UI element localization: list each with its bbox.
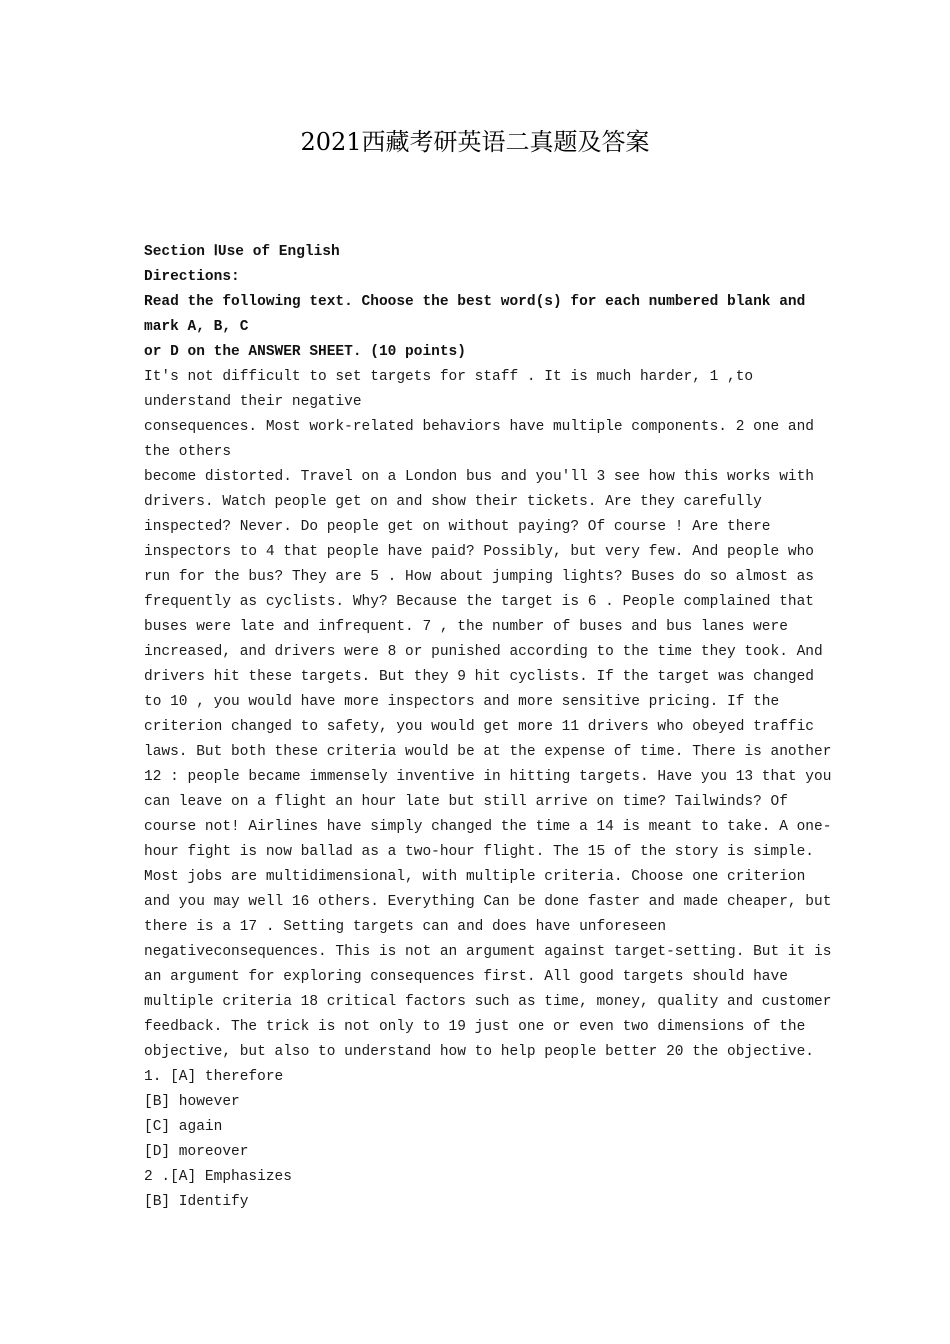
option-line: 1. [A] therefore xyxy=(144,1069,284,1085)
answer-options xyxy=(144,1065,809,1215)
option-line: [B] however xyxy=(144,1094,240,1110)
passage-line: It's not difficult to set targets for staff . It is much harder, 1 ,to xyxy=(144,369,754,385)
passage-line: inspectors to 4 that people have paid? Possibly, but very few. And people who xyxy=(144,544,815,560)
passage-line: inspected? Never. Do people get on without paying? Of course ! Are there xyxy=(144,519,771,535)
passage-line: to 10 , you would have more inspectors and more sensitive pricing. If the xyxy=(144,694,780,710)
section-heading xyxy=(144,240,809,365)
option-line: 2 .[A] Emphasizes xyxy=(144,1169,292,1185)
passage-line: there is a 17 . Setting targets can and does have unforeseen xyxy=(144,919,667,935)
document-content xyxy=(144,240,832,1215)
section-heading-line: Read the following text. Choose the best word(s) for each numbered blank and xyxy=(144,294,806,310)
passage-line: laws. But both these criteria would be at the expense of time. There is another xyxy=(144,744,832,760)
passage-line: Most jobs are multidimensional, with multiple criteria. Choose one criterion xyxy=(144,869,806,885)
section-heading-line: Directions: xyxy=(144,269,240,285)
passage-line: objective, but also to understand how to help people better 20 the objective. xyxy=(144,1044,815,1060)
passage-line: increased, and drivers were 8 or punished according to the time they took. And xyxy=(144,644,823,660)
passage-line: the others xyxy=(144,444,232,460)
passage-line: hour fight is now ballad as a two-hour flight. The 15 of the story is simple. xyxy=(144,844,815,860)
passage-line: multiple criteria 18 critical factors such as time, money, quality and customer xyxy=(144,994,832,1010)
passage-line: drivers. Watch people get on and show their tickets. Are they carefully xyxy=(144,494,762,510)
passage-line: drivers hit these targets. But they 9 hit cyclists. If the target was changed xyxy=(144,669,815,685)
option-line: [D] moreover xyxy=(144,1144,249,1160)
passage-line: feedback. The trick is not only to 19 just one or even two dimensions of the xyxy=(144,1019,806,1035)
passage-line: frequently as cyclists. Why? Because the target is 6 . People complained that xyxy=(144,594,815,610)
passage-line: run for the bus? They are 5 . How about jumping lights? Buses do so almost as xyxy=(144,569,815,585)
section-heading-line: Section ⅠUse of English xyxy=(144,244,340,260)
passage-line: buses were late and infrequent. 7 , the number of buses and bus lanes were xyxy=(144,619,788,635)
section-heading-line: or D on the ANSWER SHEET. (10 points) xyxy=(144,344,466,360)
passage-line: can leave on a flight an hour late but still arrive on time? Tailwinds? Of xyxy=(144,794,788,810)
passage-line: consequences. Most work-related behaviors have multiple components. 2 one and xyxy=(144,419,815,435)
option-line: [C] again xyxy=(144,1119,223,1135)
passage-text xyxy=(144,365,832,1065)
passage-line: 12 : people became immensely inventive in hitting targets. Have you 13 that you xyxy=(144,769,832,785)
passage-line: criterion changed to safety, you would get more 11 drivers who obeyed traffic xyxy=(144,719,815,735)
passage-line: an argument for exploring consequences first. All good targets should have xyxy=(144,969,788,985)
section-heading-line: mark A, B, C xyxy=(144,319,249,335)
option-line: [B] Identify xyxy=(144,1194,249,1210)
document-title: 2021西藏考研英语二真题及答案 xyxy=(300,128,650,156)
passage-line: course not! Airlines have simply changed the time a 14 is meant to take. A one- xyxy=(144,819,832,835)
passage-line: become distorted. Travel on a London bus and you'll 3 see how this works with xyxy=(144,469,815,485)
passage-line: and you may well 16 others. Everything Can be done faster and made cheaper, but xyxy=(144,894,832,910)
passage-line: negativeconsequences. This is not an argument against target-setting. But it is xyxy=(144,944,832,960)
passage-line: understand their negative xyxy=(144,394,362,410)
